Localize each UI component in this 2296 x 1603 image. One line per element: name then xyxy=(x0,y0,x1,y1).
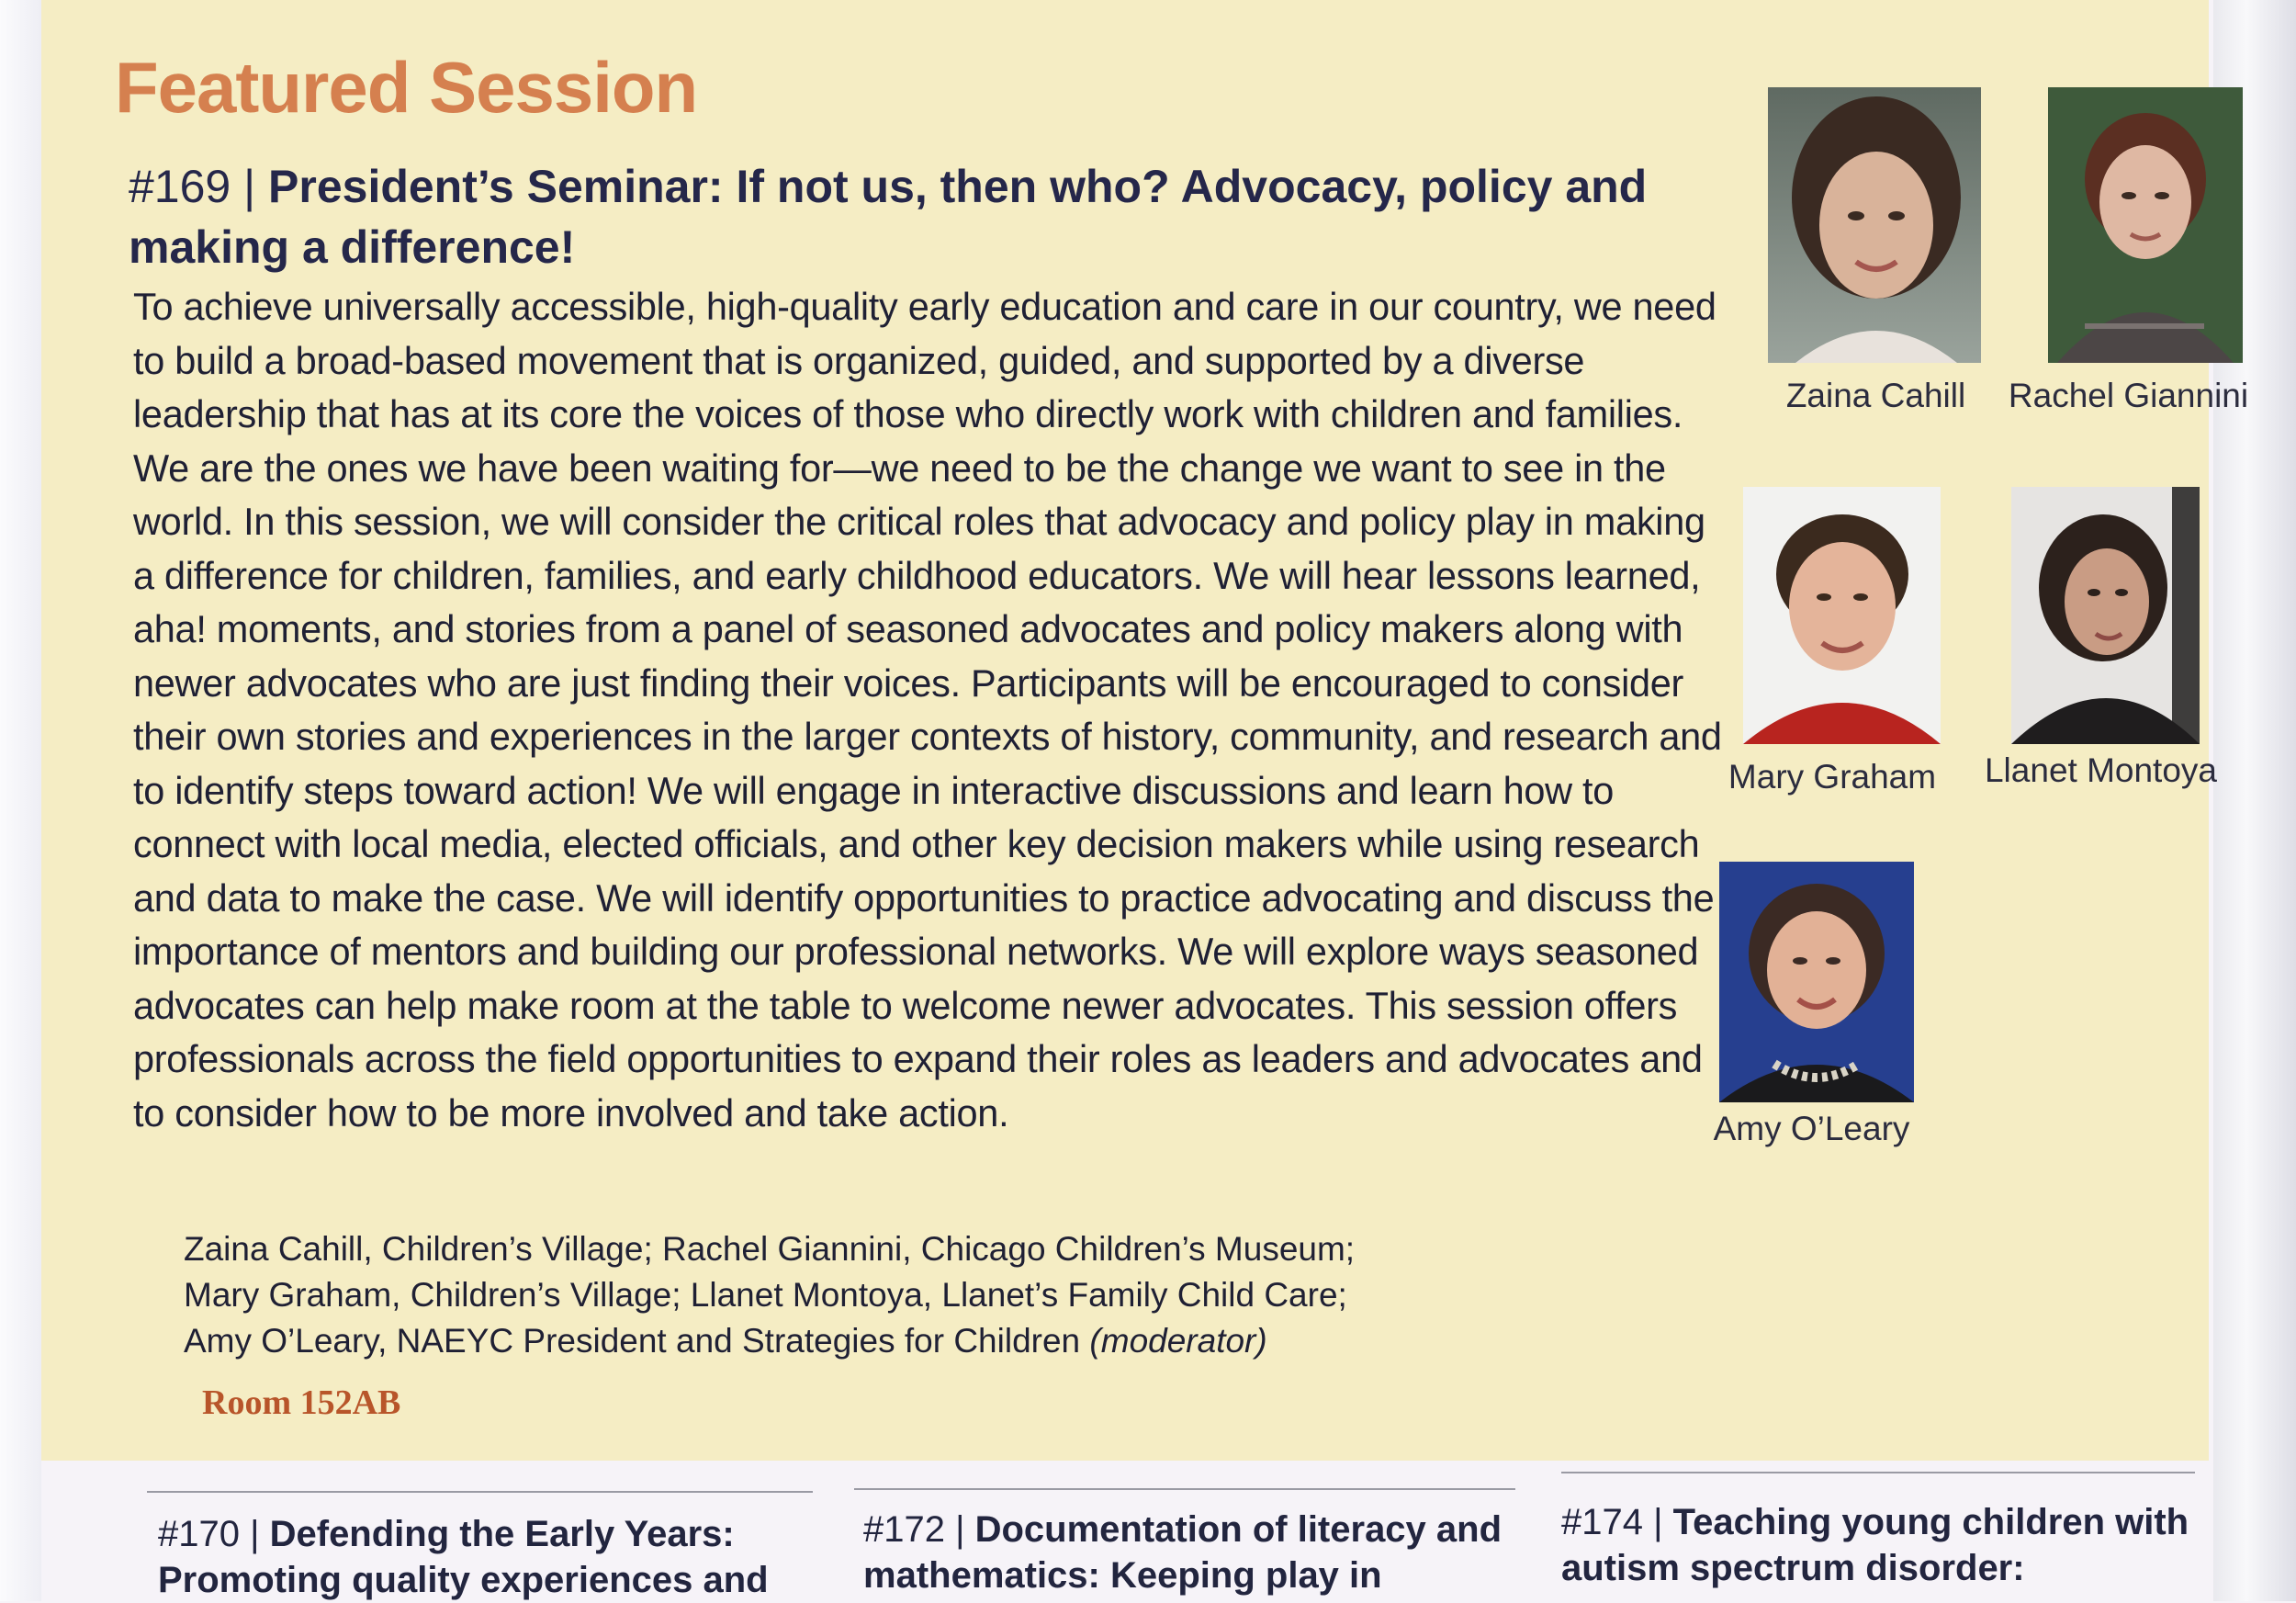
presenter-line: Zaina Cahill, Children’s Village; Rachel Giannini, Chicago Children’s Museum; xyxy=(184,1230,1356,1268)
next-session-174 xyxy=(1561,1499,2204,1591)
session-title: President’s Seminar: If not us, then who? Advocacy, policy and making a difference! xyxy=(129,161,1648,273)
column-divider xyxy=(1561,1472,2195,1473)
speaker-caption-llanet: Llanet Montoya xyxy=(1984,751,2217,789)
presenter-line xyxy=(184,1318,1561,1364)
column-divider xyxy=(147,1491,813,1493)
session-title: Documentation of literacy and mathematics: Keeping play in xyxy=(863,1509,1503,1596)
next-session-170 xyxy=(158,1511,828,1603)
speaker-caption-mary: Mary Graham xyxy=(1728,758,1937,796)
speaker-photo-rachel xyxy=(2048,87,2243,363)
presenter-text: Amy O’Leary, NAEYC President and Strategies for Children xyxy=(184,1322,1090,1360)
portrait-image xyxy=(2048,87,2243,363)
speaker-photo-llanet xyxy=(2011,487,2200,744)
session-title: Defending the Early Years: Promoting quality experiences and xyxy=(158,1514,769,1600)
column-divider xyxy=(854,1488,1515,1490)
room-label: Room 152AB xyxy=(202,1383,401,1422)
session-description: To achieve universally accessible, high-quality early education and care in our country, we need to build a broad-based movement that is organized, guided, and supported by a diverse leadership that has at its core the voices of those who directly work with children and families. We are the ones we have been waiting for—we need to be the change we want to see in the world. In this session, we will consider the critical roles that advocacy and policy play in making a difference for children, families, and early childhood educators. We will hear lessons learned, aha! moments, and stories from a panel of seasoned advocates and policy makers along with newer advocates who are just finding their voices. Participants will be encouraged to consider their own stories and experiences in the larger contexts of history, community, and research and to identify steps toward action! We will engage in interactive discussions and learn how to connect with local media, elected officials, and other key decision makers while using research and data to make the case. We will identify opportunities to practice advocating and discuss the importance of mentors and building our professional networks. We will explore ways seasoned advocates can help make room at the table to welcome newer advocates. This session offers professionals across the field opportunities to expand their roles as leaders and advocates and to consider how to be more involved and take action. xyxy=(133,285,1722,1135)
session-number: #169 | xyxy=(129,161,269,212)
session-title: Teaching young children with autism spectrum disorder: xyxy=(1561,1502,2189,1588)
next-session-172 xyxy=(863,1507,1525,1598)
moderator-note: (moderator) xyxy=(1089,1322,1267,1360)
portrait-image xyxy=(2011,487,2200,744)
speaker-photo-amy xyxy=(1719,862,1914,1102)
session-number: #174 | xyxy=(1561,1502,1673,1542)
page-edge-left xyxy=(0,0,41,1601)
speaker-caption-zaina: Zaina Cahill xyxy=(1785,377,1966,414)
session-heading xyxy=(129,156,1745,277)
presenter-list xyxy=(184,1226,1561,1364)
portrait-image xyxy=(1719,862,1914,1102)
speaker-caption-rachel: Rachel Giannini xyxy=(2008,377,2249,414)
session-number: #170 | xyxy=(158,1514,270,1554)
session-number: #172 | xyxy=(863,1509,975,1550)
presenter-line: Mary Graham, Children’s Village; Llanet Montoya, Llanet’s Family Child Care; xyxy=(184,1276,1347,1314)
featured-title: Featured Session xyxy=(115,47,698,128)
speaker-photo-zaina xyxy=(1768,87,1981,363)
speaker-photo-mary xyxy=(1743,487,1941,744)
speaker-caption-amy: Amy O’Leary xyxy=(1713,1110,1910,1147)
portrait-image xyxy=(1743,487,1941,744)
portrait-image xyxy=(1768,87,1981,363)
